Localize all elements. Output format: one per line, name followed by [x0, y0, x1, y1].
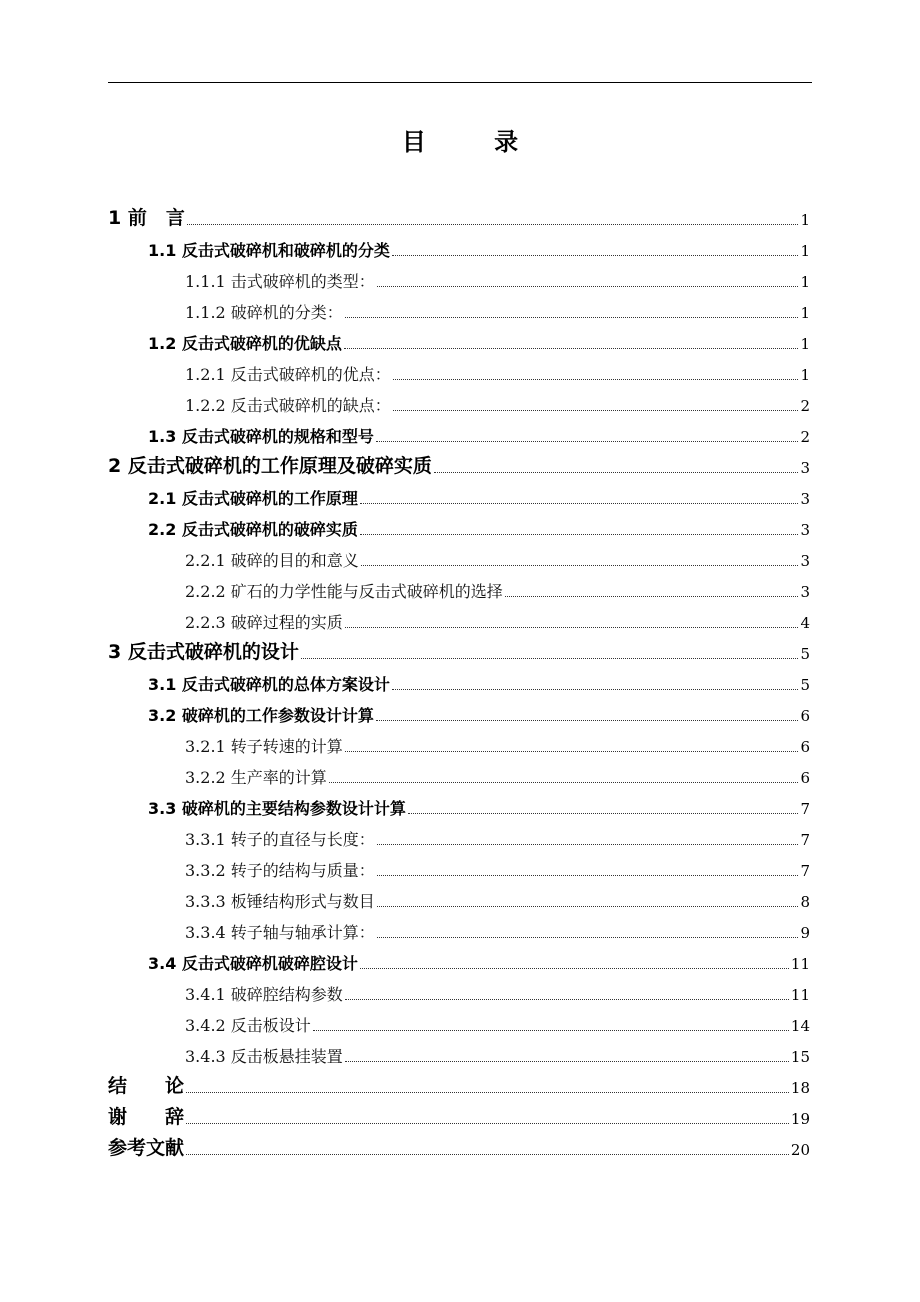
toc-leader-dots — [377, 937, 799, 938]
toc-entry-label: 3.3.2 转子的结构与质量： — [185, 861, 375, 880]
toc-entry[interactable] — [108, 1072, 810, 1096]
toc-entry-label: 2.2.1 破碎的目的和意义 — [185, 551, 359, 570]
toc-entry-page: 18 — [790, 1079, 810, 1097]
toc-entry-page: 9 — [800, 924, 810, 942]
toc-entry-label: 谢 辞 — [108, 1106, 185, 1128]
toc-entry-page: 11 — [790, 986, 810, 1004]
toc-entry-page: 1 — [800, 335, 810, 353]
toc-leader-dots — [392, 255, 799, 256]
toc-entry[interactable] — [185, 762, 810, 786]
toc-entry[interactable] — [185, 855, 810, 879]
toc-leader-dots — [377, 875, 799, 876]
toc-leader-dots — [186, 1092, 789, 1093]
toc-entry-page: 3 — [800, 490, 810, 508]
toc-entry-page: 1 — [800, 242, 810, 260]
toc-entry[interactable] — [148, 669, 810, 693]
toc-entry-label: 3.3 破碎机的主要结构参数设计计算 — [148, 799, 406, 818]
toc-leader-dots — [377, 286, 799, 287]
toc-entry-page: 20 — [790, 1141, 810, 1159]
toc-entry[interactable] — [185, 266, 810, 290]
toc-leader-dots — [360, 534, 799, 535]
toc-leader-dots — [376, 720, 799, 721]
toc-entry[interactable] — [185, 731, 810, 755]
toc-entry-page: 7 — [800, 831, 810, 849]
toc-entry-label: 3.3.3 板锤结构形式与数目 — [185, 892, 375, 911]
header-rule — [108, 82, 812, 83]
toc-entry[interactable] — [185, 297, 810, 321]
toc-entry-label: 2.2 反击式破碎机的破碎实质 — [148, 520, 358, 539]
toc-entry[interactable] — [185, 1010, 810, 1034]
toc-leader-dots — [393, 410, 799, 411]
toc-entry[interactable] — [185, 359, 810, 383]
toc-entry-page: 1 — [800, 304, 810, 322]
toc-entry[interactable] — [108, 638, 810, 662]
toc-leader-dots — [360, 503, 799, 504]
toc-entry-label: 2.2.2 矿石的力学性能与反击式破碎机的选择 — [185, 582, 503, 601]
toc-entry-page: 1 — [800, 273, 810, 291]
toc-entry-label: 3.4.3 反击板悬挂装置 — [185, 1047, 343, 1066]
toc-entry-label: 1.2.2 反击式破碎机的缺点： — [185, 396, 391, 415]
toc-leader-dots — [329, 782, 799, 783]
toc-entry[interactable] — [108, 1134, 810, 1158]
toc-leader-dots — [345, 999, 789, 1000]
toc-entry[interactable] — [148, 235, 810, 259]
toc-entry-label: 3.2.2 生产率的计算 — [185, 768, 327, 787]
toc-entry[interactable] — [185, 979, 810, 1003]
toc-leader-dots — [392, 689, 799, 690]
toc-title: 目 录 — [401, 128, 549, 156]
toc-entry-label: 1.3 反击式破碎机的规格和型号 — [148, 427, 374, 446]
toc-entry-page: 3 — [800, 552, 810, 570]
toc-entry[interactable] — [108, 204, 810, 228]
toc-entry[interactable] — [185, 886, 810, 910]
toc-leader-dots — [345, 317, 799, 318]
toc-entry-label: 1.1.2 破碎机的分类： — [185, 303, 343, 322]
toc-leader-dots — [376, 441, 799, 442]
toc-entry-page: 2 — [800, 428, 810, 446]
toc-entry-label: 3.4 反击式破碎机破碎腔设计 — [148, 954, 358, 973]
toc-leader-dots — [434, 472, 799, 473]
toc-entry-page: 14 — [790, 1017, 810, 1035]
toc-entry-page: 15 — [790, 1048, 810, 1066]
toc-entry-page: 5 — [800, 676, 810, 694]
toc-entry-page: 1 — [800, 366, 810, 384]
toc-entry-label: 2.1 反击式破碎机的工作原理 — [148, 489, 358, 508]
toc-leader-dots — [187, 224, 799, 225]
toc-entry-label: 1.1.1 击式破碎机的类型： — [185, 272, 375, 291]
toc-entry-page: 3 — [800, 583, 810, 601]
toc-entry-page: 11 — [790, 955, 810, 973]
toc-entry-page: 2 — [800, 397, 810, 415]
toc-entry-label: 3.2 破碎机的工作参数设计计算 — [148, 706, 374, 725]
toc-leader-dots — [186, 1154, 789, 1155]
toc-entry-page: 6 — [800, 769, 810, 787]
toc-entry[interactable] — [185, 545, 810, 569]
toc-entry[interactable] — [185, 824, 810, 848]
toc-entry[interactable] — [185, 1041, 810, 1065]
toc-entry-page: 19 — [790, 1110, 810, 1128]
toc-entry-label: 3.3.1 转子的直径与长度： — [185, 830, 375, 849]
toc-entry-page: 5 — [800, 645, 810, 663]
toc-entry[interactable] — [108, 452, 810, 476]
toc-leader-dots — [186, 1123, 789, 1124]
toc-entry-label: 1 前 言 — [108, 207, 185, 229]
toc-entry[interactable] — [185, 576, 810, 600]
toc-entry-label: 3 反击式破碎机的设计 — [108, 641, 299, 663]
toc-entry-page: 3 — [800, 521, 810, 539]
toc-entry[interactable] — [148, 514, 810, 538]
toc-entry-label: 3.1 反击式破碎机的总体方案设计 — [148, 675, 390, 694]
toc-entry-page: 3 — [800, 459, 810, 477]
toc-entry-label: 结 论 — [108, 1075, 185, 1097]
toc-entry-page: 4 — [800, 614, 810, 632]
toc-entry-label: 参考文献 — [108, 1137, 185, 1159]
toc-entry-page: 7 — [800, 862, 810, 880]
toc-entry[interactable] — [185, 917, 810, 941]
toc-entry-label: 1.2 反击式破碎机的优缺点 — [148, 334, 342, 353]
toc-entry[interactable] — [148, 700, 810, 724]
toc-leader-dots — [360, 968, 789, 969]
toc-entry[interactable] — [185, 607, 810, 631]
toc-entry[interactable] — [148, 328, 810, 352]
toc-entry-label: 1.1 反击式破碎机和破碎机的分类 — [148, 241, 390, 260]
toc-entry[interactable] — [108, 1103, 810, 1127]
toc-entry[interactable] — [148, 421, 810, 445]
toc-leader-dots — [408, 813, 799, 814]
toc-entry-label: 3.3.4 转子轴与轴承计算： — [185, 923, 375, 942]
toc-leader-dots — [361, 565, 799, 566]
toc-entry-page: 6 — [800, 738, 810, 756]
toc-leader-dots — [345, 751, 799, 752]
toc-leader-dots — [344, 348, 799, 349]
toc-leader-dots — [377, 844, 799, 845]
toc-entry[interactable] — [148, 948, 810, 972]
toc-leader-dots — [393, 379, 799, 380]
toc-entry-label: 3.4.2 反击板设计 — [185, 1016, 311, 1035]
toc-leader-dots — [377, 906, 799, 907]
toc-leader-dots — [505, 596, 799, 597]
toc-entry-label: 3.4.1 破碎腔结构参数 — [185, 985, 343, 1004]
toc-entry[interactable] — [185, 390, 810, 414]
toc-entry-label: 2.2.3 破碎过程的实质 — [185, 613, 343, 632]
toc-entry-label: 1.2.1 反击式破碎机的优点： — [185, 365, 391, 384]
toc-leader-dots — [301, 658, 799, 659]
toc-entry[interactable] — [148, 483, 810, 507]
toc-leader-dots — [313, 1030, 789, 1031]
toc-entry-label: 2 反击式破碎机的工作原理及破碎实质 — [108, 455, 432, 477]
toc-entry-page: 6 — [800, 707, 810, 725]
toc-entry-page: 1 — [800, 211, 810, 229]
toc-entry-page: 7 — [800, 800, 810, 818]
toc-leader-dots — [345, 1061, 789, 1062]
toc-entry[interactable] — [148, 793, 810, 817]
toc-entry-page: 8 — [800, 893, 810, 911]
toc-leader-dots — [345, 627, 799, 628]
toc-entry-label: 3.2.1 转子转速的计算 — [185, 737, 343, 756]
